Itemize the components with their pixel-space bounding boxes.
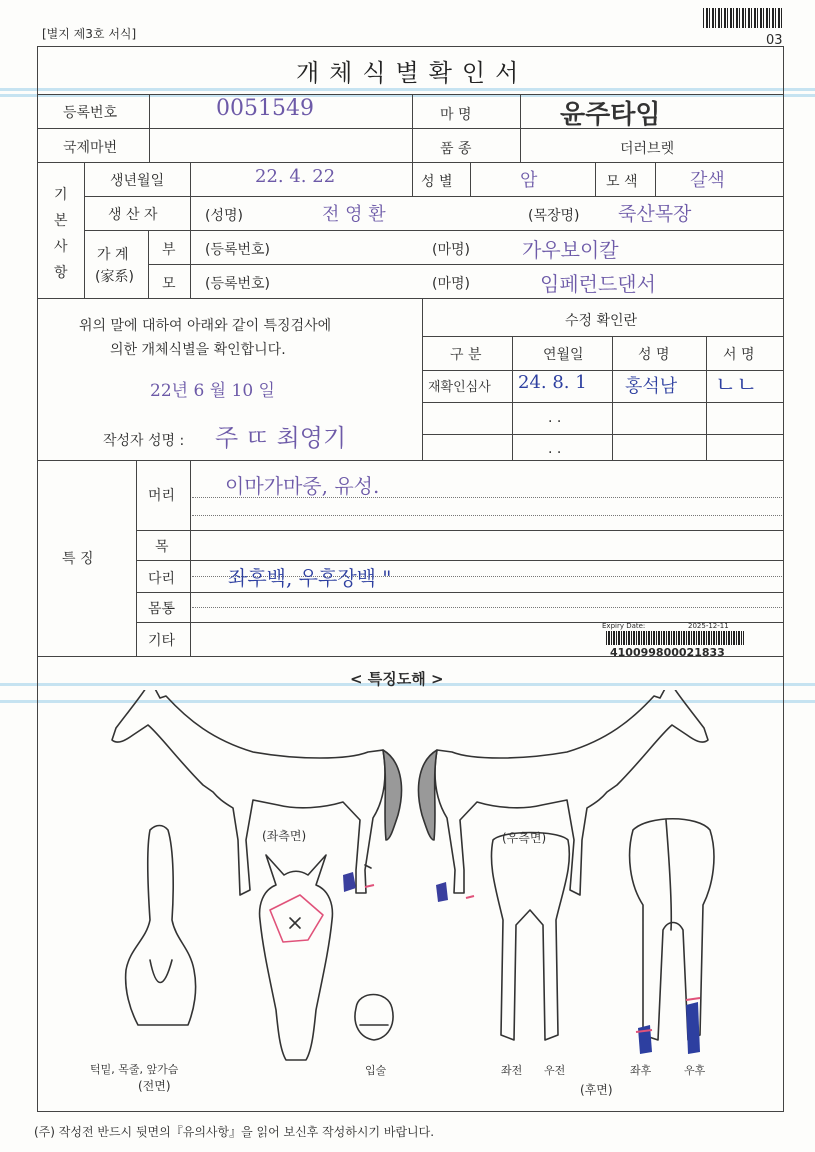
label-left-rear: 좌후 [630,1064,652,1077]
label-dam: 모 [162,276,176,292]
label-head: 머리 [148,488,176,504]
label-neck: 목 [155,539,169,555]
head-front-view [260,855,333,1060]
value-horse-name: 윤주타임 [560,100,661,130]
sticker-barcode [606,631,744,645]
label-dob: 생년월일 [110,173,165,189]
label-reg-no: 등록번호 [63,105,118,121]
label-left-front: 좌전 [501,1064,523,1077]
label-sex: 성 별 [421,174,453,190]
label-lips: 입술 [365,1064,387,1077]
value-breeder-name: 전 영 환 [322,204,386,225]
value-rev-name: 홍석남 [625,376,678,397]
right-side-horse [418,690,708,895]
rev-col-date: 연월일 [543,347,584,363]
front-legs-rear-view [491,833,569,1041]
label-breeder-name: (성명) [205,208,243,224]
hind-legs-rear-view [630,819,714,1040]
label-sire: 부 [162,242,176,258]
diagram-title: < 특징도해 > [350,670,444,688]
sticker-code: 410099800021833 [610,646,725,659]
value-sire-name: 가우보이칼 [522,238,619,262]
value-rev-date: 24. 8. 1 [518,372,587,393]
value-reg-no: 0051549 [216,96,314,121]
rev-row-3-dots: . . [548,441,562,457]
horse-diagrams [38,690,782,1110]
label-farm-name: (목장명) [528,208,580,224]
label-sire-reg: (등록번호) [205,242,271,258]
label-legs: 다리 [148,571,176,587]
label-sire-name: (마명) [432,242,470,258]
value-coat: 갈색 [690,170,725,191]
barcode-graphic [703,8,783,28]
rev-col-name: 성 명 [638,347,670,363]
label-breed: 품 종 [440,141,472,157]
rev-row-2-dots: . . [548,410,562,426]
label-other: 기타 [148,633,176,649]
label-dam-reg: (등록번호) [205,276,271,292]
confirm-text-line-1: 위의 말에 대하여 아래와 같이 특징검사에 [79,318,332,334]
rev-row-type: 재확인심사 [428,380,491,395]
label-coat: 모 색 [606,174,638,190]
leg-markings [343,872,700,1054]
value-author-sign: 주 ㄸ 최영기 [215,424,347,452]
label-left-view: (좌측면) [262,829,307,843]
label-pedigree-hanja: (家系) [95,269,134,285]
label-front-view: (전면) [138,1079,171,1093]
sticker-expiry-label: Expiry Date: [602,622,646,630]
label-intl-no: 국제마번 [63,140,118,156]
rev-col-sign: 서 명 [723,347,755,363]
label-front-caption: 턱밑, 목줄, 앞가슴 [90,1063,179,1076]
page-title: 개체식별확인서 [296,59,529,87]
value-legs-desc: 좌후백, 우후장백 " [228,566,392,590]
footer-note: (주) 작성전 반드시 뒷면의『유의사항』을 읽어 보신후 작성하시기 바랍니다. [34,1125,435,1139]
revision-title: 수정 확인란 [565,313,638,329]
front-neck-view [126,826,196,1026]
label-right-front: 우전 [544,1064,566,1077]
value-rev-sign: ㄴㄴ [715,373,758,398]
value-head-desc: 이마가마중, 유성. [225,474,380,498]
value-confirm-date: 22년 6 월 10 일 [150,381,275,401]
label-dam-name: (마명) [432,276,470,292]
sticker-expiry-value: 2025-12-11 [688,622,729,630]
value-sex: 암 [520,170,538,191]
label-horse-name: 마 명 [440,107,472,123]
left-side-horse [112,690,402,895]
microchip-sticker [600,622,750,662]
label-features: 특 징 [62,551,94,567]
label-author: 작성자 성명 : [103,433,185,449]
value-dob: 22. 4. 22 [255,166,336,187]
form-header-tag: [별지 제3호 서식] [42,27,137,41]
label-breeder: 생 산 자 [108,207,158,223]
label-body: 몸통 [148,601,176,617]
value-farm-name: 죽산목장 [618,203,692,225]
value-breed: 더러브렛 [620,141,675,157]
label-right-view: (우측면) [502,831,547,845]
page-code: 03 [766,33,783,48]
lips-view [355,995,393,1041]
confirm-text-line-2: 의한 개체식별을 확인합니다. [110,342,286,358]
label-rear-view: (후면) [580,1083,613,1097]
label-right-rear: 우후 [684,1064,706,1077]
value-dam-name: 임페런드댄서 [540,272,656,296]
rev-col-type: 구 분 [450,347,482,363]
label-pedigree: 가 계 [97,247,129,263]
label-basic-info: 기 본 사 항 [54,187,68,281]
